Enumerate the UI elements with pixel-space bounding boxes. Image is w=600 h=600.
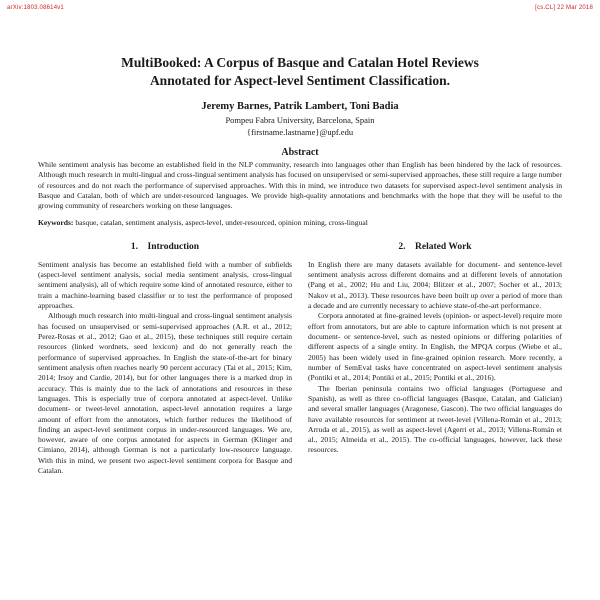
email-line: {firstname.lastname}@upf.edu bbox=[246, 126, 354, 137]
two-column-body bbox=[38, 239, 562, 476]
related-paragraph-2: Corpora annotated at fine-grained levels (opinion- or aspect-level) require more effort from annotators, but are able to capture information which is not present at document- or sentence-level, such as nested opinions or differing polarities of different aspects of a single entity. In English, the MPQA corpus (Wiebe et al., 2005) has been widely used in fine-grained opinion research. More recently, a number of SemEval tasks have concentrated on aspect-level sentiment analysis (Pontiki et al., 2014; Pontiki et al., 2015; Pontiki et al., 2016). bbox=[308, 311, 562, 383]
related-paragraph-1: In English there are many datasets available for document- and sentence-level sentiment analysis across different domains and at different levels of annotation (Pang et al., 2002; Hu and Liu, 2004; Blitzer et al., 2007; Socher et al., 2013; Nakov et al., 2013). These resources have been built up over a period of more than a decade and are currently necessary to achieve state-of-the-art performance. bbox=[308, 259, 562, 311]
right-column bbox=[308, 239, 562, 476]
intro-paragraph-1: Sentiment analysis has become an established field with a number of subfields (aspect-level sentiment analysis, social media sentiment analysis, cross-lingual sentiment analysis), all of which require some kind of annotated resource, either to train a machine-learning based classifier or to test the performance of proposed approaches. bbox=[38, 259, 292, 311]
paper-title bbox=[38, 54, 562, 89]
authors-line: Jeremy Barnes, Patrik Lambert, Toni Badia bbox=[201, 101, 399, 113]
keywords-label: Keywords: bbox=[38, 217, 74, 227]
section-heading-related-work: 2. Related Work bbox=[398, 241, 472, 252]
arxiv-stamp-left: arXiv:1803.08614v1 bbox=[7, 5, 64, 11]
keywords-line bbox=[38, 218, 562, 228]
arxiv-stamp-right: [cs.CL] 22 Mar 2018 bbox=[535, 5, 593, 11]
intro-paragraph-2: Although much research into multi-lingual and cross-lingual sentiment analysis has focused on unsupervised or semi-supervised approaches (A.R. et al., 2012; Perez-Rosas et al., 2012; Gao et al., 2015), these techniques still require certain resources (linked wordnets, seed lexicon) and do not generally reach the performance of supervised approaches. In English the state-of-the-art for binary sentiment analysis often reaches nearly 90 percent accuracy (Tai et al., 2015; Kim, 2014; Irsoy and Cardie, 2014), but for other languages there is a marked drop in accuracy. This is mainly due to the lack of annotations and resources in these languages. This is especially true of corpora annotated at aspect-level. Unlike document- or tweet-level annotation, aspect-level annotation requires a large amount of effort from the annotators, which further reduces the likelihood of finding an aspect-level sentiment corpus in under-resourced languages. We are, however, aware of one corpus annotated for aspects in German (Klinger and Cimiano, 2014), although German is not a particularly low-resource language. With this in mind, we present two aspect-level sentiment corpora for Basque and Catalan. bbox=[38, 311, 292, 476]
section-heading-introduction: 1. Introduction bbox=[130, 241, 200, 252]
paper-title-line2: Annotated for Aspect-level Sentiment Classification. bbox=[149, 72, 451, 88]
affiliation-line: Pompeu Fabra University, Barcelona, Spain bbox=[225, 115, 375, 126]
paper-title-line1: MultiBooked: A Corpus of Basque and Catalan Hotel Reviews bbox=[121, 55, 479, 70]
related-paragraph-3: The Iberian peninsula contains two official languages (Portuguese and Spanish), as well as three co-official languages (Basque, Catalan, and Galician) and several smaller languages (Aragonese, Gascon). The two official languages do have available resources for sentiment at tweet-level (Villena-Román et al., 2013; Arruda et al., 2015), as well as aspect-level (Agerri et al., 2013; Villena-Román et al., 2015; Almeida et al., 2015). The co-official languages, however, lack these resources. bbox=[308, 383, 562, 455]
abstract-text: While sentiment analysis has become an established field in the NLP community, research into languages other than English has been hindered by the lack of resources. Although much research in multi-lingual and cross-lingual sentiment analysis has focused on unsupervised or semi-supervised approaches, these still require a large number of resources and do not reach the performance of supervised approaches. With this in mind, we introduce two datasets for supervised aspect-level sentiment analysis in Basque and Catalan, both of which are under-resourced languages. We provide high-quality annotations and benchmarks with the hope that they will be useful to the growing community of researchers working on these languages. bbox=[38, 160, 562, 211]
left-column bbox=[38, 239, 292, 476]
abstract-heading: Abstract bbox=[281, 147, 319, 159]
keywords-text: basque, catalan, sentiment analysis, aspect-level, under-resourced, opinion mining, cross-lingual bbox=[73, 217, 368, 227]
